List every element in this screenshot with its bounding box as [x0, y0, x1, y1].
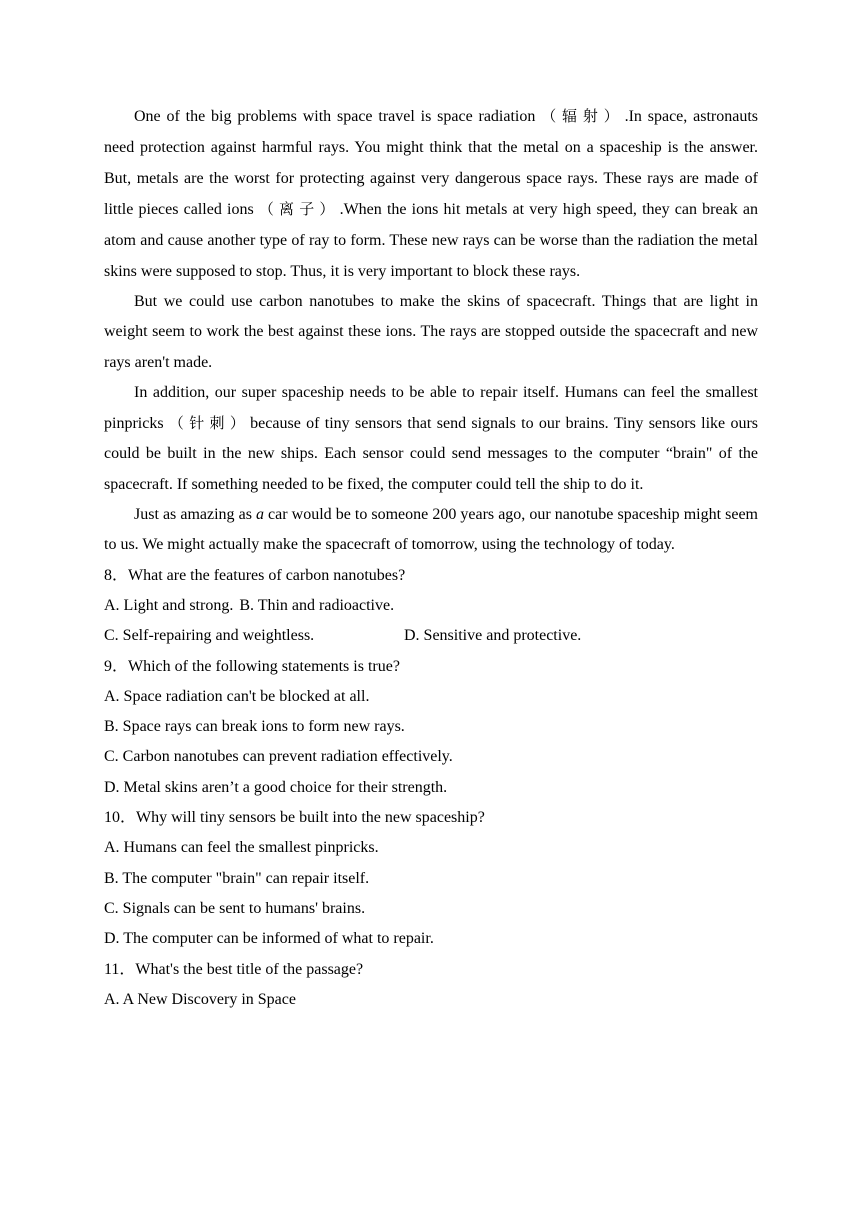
option-10a: A. Humans can feel the smallest pinpricks.	[104, 839, 379, 857]
passage-paragraph-2: But we could use carbon nanotubes to make the skins of spacecraft. Things that are light in weight seem to work the best against these ions. The rays are stopped outside the spacecraft and new rays aren't made.	[104, 293, 758, 371]
chinese-gloss-pinpricks: （针刺）	[168, 414, 251, 433]
question-11-stem: 11．What's the best title of the passage?	[104, 960, 364, 978]
option-8b: B. Thin and radioactive.	[239, 596, 395, 614]
question-10-stem: 10．Why will tiny sensors be built into the new spaceship?	[104, 809, 485, 827]
question-9-stem: 9．Which of the following statements is true?	[104, 657, 400, 675]
document-page	[104, 101, 758, 1015]
passage-paragraph-3: In addition, our super spaceship needs to be able to repair itself. Humans can feel the smallest pinpricks （针刺）because of tiny sensors that send signals to our brains. Tiny sensors like ours could be built in the new ships. Each sensor could send messages to the computer “brain" of the spacecraft. If something needed to be fixed, the computer could tell the ship to do it.	[104, 383, 758, 493]
question-8-options-cd	[104, 621, 758, 651]
question-8-options-ab	[104, 591, 758, 621]
passage-paragraph-4: Just as amazing as a car would be to someone 200 years ago, our nanotube spaceship might seem to us. We might actually make the spacecraft of tomorrow, using the technology of today.	[104, 506, 759, 554]
chinese-gloss-ions: （离子）	[258, 200, 340, 218]
option-9b: B. Space rays can break ions to form new rays.	[104, 718, 405, 736]
option-9a: A. Space radiation can't be blocked at all.	[104, 687, 370, 705]
option-9c: C. Carbon nanotubes can prevent radiation effectively.	[104, 748, 453, 766]
option-9d: D. Metal skins aren’t a good choice for their strength.	[104, 778, 448, 796]
question-8-stem: 8．What are the features of carbon nanotubes?	[104, 566, 406, 584]
option-11a: A. A New Discovery in Space	[104, 990, 296, 1008]
option-10b: B. The computer "brain" can repair itself.	[104, 869, 370, 887]
option-10d: D. The computer can be informed of what to repair.	[104, 930, 434, 948]
option-10c: C. Signals can be sent to humans' brains.	[104, 899, 366, 917]
passage-paragraph-1: One of the big problems with space travel is space radiation （辐射）.In space, astronauts need protection against harmful rays. You might think that the metal on a spaceship is the answer. But, metals are the worst for protecting against very dangerous space rays. These rays are made of little pieces called ions （离子）.When the ions hit metals at very high speed, they can break an atom and cause another type of ray to form. These new rays can be worse than the radiation the metal skins were supposed to stop. Thus, it is very important to block these rays.	[104, 107, 758, 280]
option-8c: C. Self-repairing and weightless.	[104, 627, 315, 645]
option-8a: A. Light and strong.	[104, 596, 234, 614]
option-8d: D. Sensitive and protective.	[404, 627, 582, 645]
italic-word: a	[256, 506, 264, 524]
chinese-gloss-radiation: （辐射）	[541, 107, 625, 125]
